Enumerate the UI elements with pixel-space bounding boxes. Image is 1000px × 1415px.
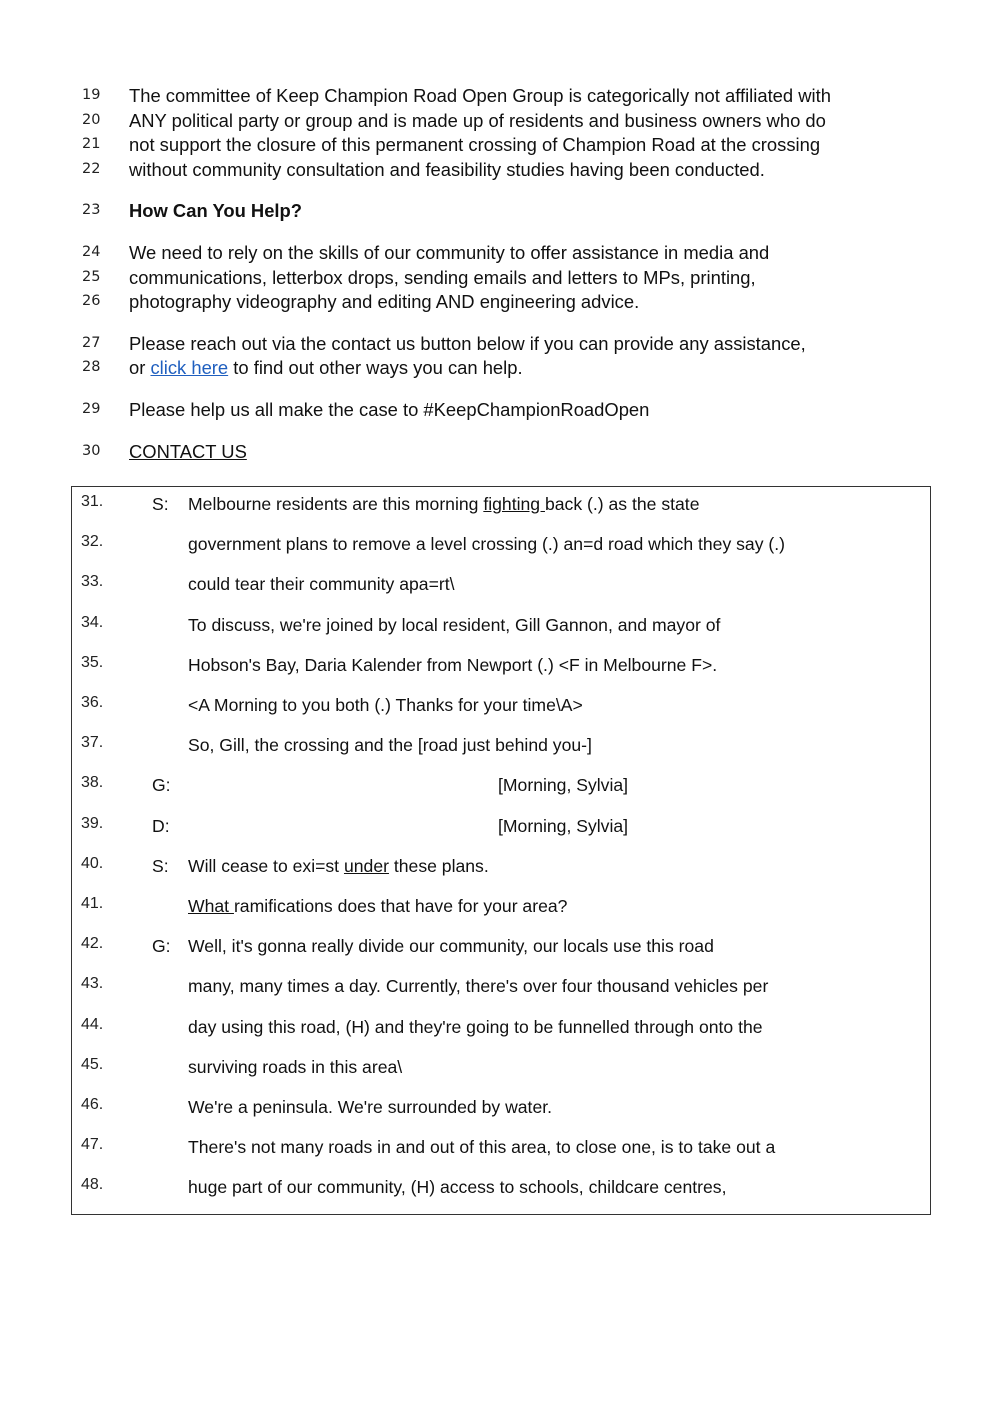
utterance-text: huge part of our community, (H) access to schools, childcare centres, xyxy=(188,1177,727,1198)
line-number: 48. xyxy=(81,1176,104,1194)
paragraph-contact xyxy=(0,440,1000,465)
speaker-label: S: xyxy=(152,855,169,876)
utterance-text: There's not many roads in and out of this area, to close one, is to take out a xyxy=(188,1137,776,1158)
line-28 xyxy=(0,356,1000,381)
utterance-text: many, many times a day. Currently, there's over four thousand vehicles per xyxy=(188,976,769,997)
line-number: 28 xyxy=(82,359,101,376)
line-number: 44. xyxy=(81,1015,104,1033)
transcript-line-46 xyxy=(72,1090,930,1130)
utterance-part: back (.) as the state xyxy=(544,494,700,514)
utterance-text: day using this road, (H) and they're going to be funnelled through onto the xyxy=(188,1016,763,1037)
transcript-line-35 xyxy=(72,648,930,688)
line-number: 34. xyxy=(81,613,104,631)
click-here-link[interactable]: click here xyxy=(150,357,229,379)
line-number: 19 xyxy=(82,87,101,103)
line-number: 43. xyxy=(81,975,104,993)
paragraph-skills xyxy=(0,241,1000,315)
overlap-utterance: [Morning, Sylvia] xyxy=(498,775,629,796)
utterance-text xyxy=(188,856,489,877)
line-26 xyxy=(0,290,1000,315)
transcript-line-33 xyxy=(72,567,930,607)
utterance-part: Will cease to exi=st xyxy=(188,855,344,876)
line-number: 45. xyxy=(81,1055,104,1073)
line-number: 41. xyxy=(81,895,104,912)
transcript-line-42 xyxy=(72,929,930,969)
utterance-part: ramifications does that have for your area? xyxy=(233,896,568,916)
line-text: not support the closure of this permanent crossing of Champion Road at the crossing xyxy=(129,134,821,156)
utterance-text: surviving roads in this area\ xyxy=(188,1056,403,1077)
utterance-part: these plans. xyxy=(388,855,489,876)
overlap-utterance: [Morning, Sylvia] xyxy=(498,815,629,836)
line-number: 38. xyxy=(81,774,104,792)
line-text: without community consultation and feasibility studies having been conducted. xyxy=(129,158,765,180)
utterance-part: Melbourne residents are this morning xyxy=(188,494,484,514)
line-29 xyxy=(0,398,1000,423)
line-text: We need to rely on the skills of our community to offer assistance in media and xyxy=(129,241,770,263)
emphasis-text: fighting xyxy=(483,494,545,514)
line-27 xyxy=(0,332,1000,357)
line-number: 32. xyxy=(81,533,104,551)
paragraph-hashtag xyxy=(0,398,1000,423)
line-text: photography videography and editing AND engineering advice. xyxy=(129,291,640,313)
line-text xyxy=(129,356,889,381)
line-number: 23 xyxy=(82,202,101,219)
line-number: 25 xyxy=(82,268,101,285)
speaker-label: D: xyxy=(152,815,170,836)
line-number: 29 xyxy=(82,400,101,417)
transcript-line-34 xyxy=(72,608,930,648)
utterance-text: government plans to remove a level crossing (.) an=d road which they say (.) xyxy=(188,534,786,555)
heading-text: How Can You Help? xyxy=(129,200,303,222)
emphasis-text: under xyxy=(343,855,389,876)
paragraph-reach-out xyxy=(0,332,1000,381)
line-number: 27 xyxy=(82,334,101,351)
speaker-label: S: xyxy=(152,494,169,514)
utterance-text: could tear their community apa=rt\ xyxy=(188,574,455,595)
line-number: 30 xyxy=(82,442,101,459)
line-text: Please help us all make the case to #KeepChampionRoadOpen xyxy=(129,398,650,420)
utterance-text: We're a peninsula. We're surrounded by water. xyxy=(188,1097,553,1117)
prose-section xyxy=(0,84,1000,481)
line-number: 33. xyxy=(81,573,104,591)
line-number: 47. xyxy=(81,1136,104,1154)
utterance-text: <A Morning to you both (.) Thanks for your time\A> xyxy=(188,695,583,715)
utterance-text xyxy=(188,494,699,515)
line-23 xyxy=(0,199,1000,224)
line-25 xyxy=(0,266,1000,291)
transcript-line-32 xyxy=(72,527,930,567)
section-heading xyxy=(0,199,1000,224)
transcript-line-44 xyxy=(72,1010,930,1050)
transcript-line-40 xyxy=(72,849,930,889)
transcript-line-31 xyxy=(72,487,930,527)
transcript-box xyxy=(71,486,931,1215)
utterance-text: Well, it's gonna really divide our community, our locals use this road xyxy=(188,936,714,957)
line-number: 20 xyxy=(82,111,101,128)
line-number: 22 xyxy=(82,160,101,177)
transcript-line-39 xyxy=(72,809,930,849)
line-21 xyxy=(0,133,1000,158)
line-20 xyxy=(0,109,1000,134)
line-30 xyxy=(0,440,1000,465)
speaker-label: G: xyxy=(152,775,171,796)
line-number: 37. xyxy=(81,734,104,752)
line-19 xyxy=(0,84,1000,109)
transcript-line-43 xyxy=(72,969,930,1009)
line-text: Please reach out via the contact us button below if you can provide any assistance, xyxy=(129,332,806,354)
speaker-label: G: xyxy=(152,936,171,957)
utterance-text: Hobson's Bay, Daria Kalender from Newport (.) <F in Melbourne F>. xyxy=(188,654,718,675)
line-number: 24 xyxy=(82,243,101,260)
line-number: 31. xyxy=(81,493,104,510)
utterance-text xyxy=(188,896,567,917)
line-number: 35. xyxy=(81,653,104,671)
line-number: 39. xyxy=(81,814,104,832)
emphasis-text: What xyxy=(188,896,234,916)
line-text: communications, letterbox drops, sending emails and letters to MPs, printing, xyxy=(129,266,756,288)
paragraph-affiliation xyxy=(0,84,1000,182)
transcript-line-38 xyxy=(72,768,930,808)
utterance-text: To discuss, we're joined by local resident, Gill Gannon, and mayor of xyxy=(188,614,721,635)
line-number: 21 xyxy=(82,136,101,153)
line-number: 40. xyxy=(81,854,104,872)
transcript-line-45 xyxy=(72,1050,930,1090)
line-number: 46. xyxy=(81,1096,104,1113)
transcript-line-48 xyxy=(72,1170,930,1210)
line-number: 36. xyxy=(81,694,104,711)
line-22 xyxy=(0,158,1000,183)
line-text: The committee of Keep Champion Road Open Group is categorically not affiliated with xyxy=(129,85,831,106)
contact-us-link[interactable]: CONTACT US xyxy=(129,440,247,462)
line-number: 26 xyxy=(82,293,101,310)
line-text: ANY political party or group and is made up of residents and business owners who do xyxy=(129,109,826,131)
transcript-line-36 xyxy=(72,688,930,728)
line-number: 42. xyxy=(81,935,104,953)
transcript-line-37 xyxy=(72,728,930,768)
transcript-line-41 xyxy=(72,889,930,929)
utterance-text: So, Gill, the crossing and the [road just behind you-] xyxy=(188,735,592,756)
line-24 xyxy=(0,241,1000,266)
text-after-link: to find out other ways you can help. xyxy=(228,357,523,379)
text-before-link: or xyxy=(129,357,151,379)
transcript-line-47 xyxy=(72,1130,930,1170)
